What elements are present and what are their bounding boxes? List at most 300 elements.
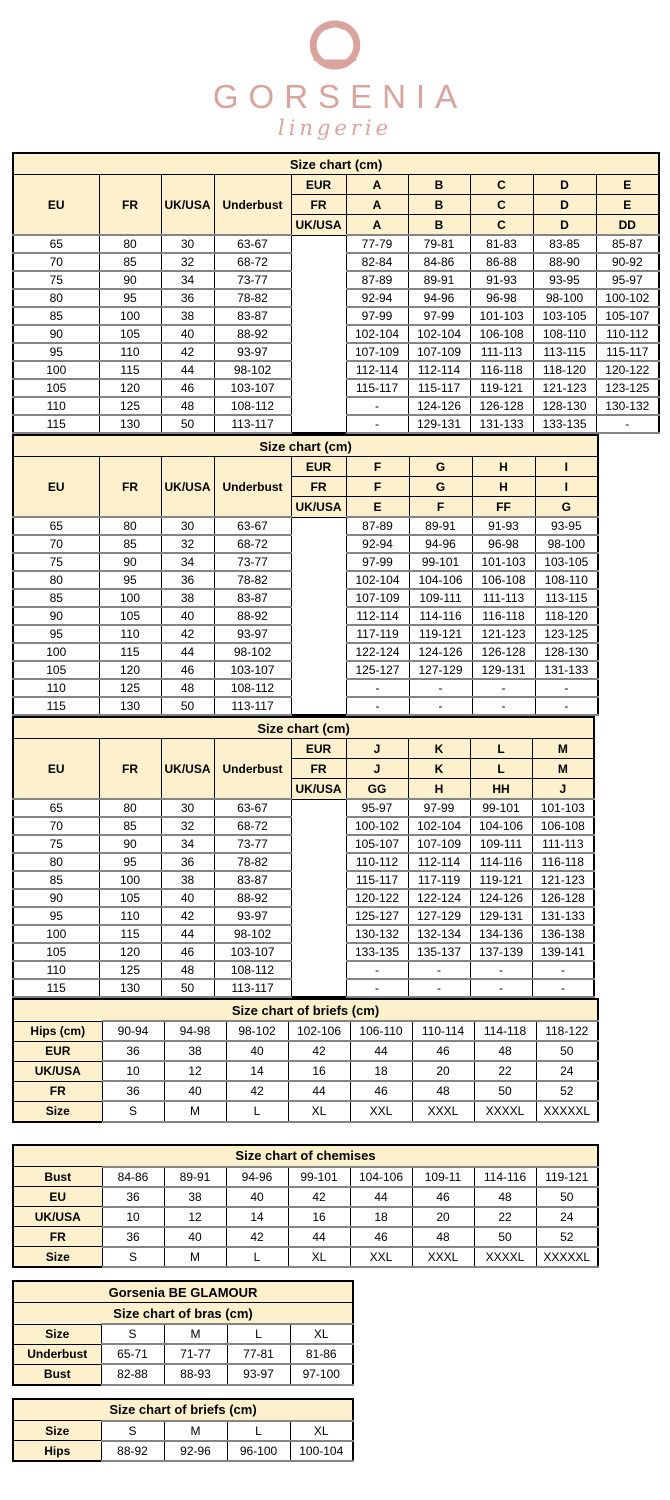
- size-cell: 48: [161, 961, 214, 979]
- size-cell: 44: [350, 1041, 412, 1061]
- cup-size-header: G: [409, 457, 472, 477]
- bust-range-cell: -: [470, 979, 532, 997]
- cup-system-label: EUR: [291, 457, 346, 477]
- cup-size-header: F: [346, 457, 409, 477]
- size-cell: 34: [161, 271, 214, 289]
- size-cell: 48: [474, 1041, 536, 1061]
- bust-range-cell: 104-106: [409, 571, 472, 589]
- bust-range-cell: 79-81: [408, 235, 470, 253]
- size-cell: 88-92: [214, 325, 291, 343]
- size-cell: 109-11: [412, 1167, 474, 1187]
- bust-range-cell: 131-133: [532, 907, 594, 925]
- size-cell: 65: [13, 517, 99, 535]
- bust-range-cell: 98-100: [535, 535, 598, 553]
- size-cell: 46: [412, 1187, 474, 1207]
- table-title: Gorsenia BE GLAMOUR: [13, 1281, 353, 1303]
- bust-range-cell: 119-121: [470, 379, 533, 397]
- bust-range-cell: 126-128: [470, 397, 533, 415]
- cup-size-header: DD: [596, 215, 659, 236]
- size-cell: 103-107: [214, 661, 291, 679]
- spacer-cell: [291, 889, 346, 907]
- be-glamour-briefs: [12, 1398, 354, 1463]
- size-cell: 63-67: [214, 799, 291, 817]
- bust-range-cell: 114-116: [470, 853, 532, 871]
- size-cell: 120: [99, 379, 161, 397]
- size-cell: 48: [412, 1081, 474, 1101]
- cup-size-header: I: [535, 457, 598, 477]
- bust-range-cell: 77-79: [346, 235, 408, 253]
- size-cell: 22: [474, 1207, 536, 1227]
- bust-range-cell: 106-108: [470, 325, 533, 343]
- cup-size-header: F: [409, 497, 472, 518]
- size-cell: 93-97: [214, 625, 291, 643]
- size-cell: 44: [288, 1227, 350, 1247]
- size-chart-briefs: [12, 998, 599, 1123]
- size-cell: 44: [161, 361, 214, 379]
- size-cell: 18: [350, 1207, 412, 1227]
- size-cell: 32: [161, 817, 214, 835]
- bust-range-cell: 97-99: [346, 553, 409, 571]
- size-cell: 93-97: [227, 1364, 290, 1385]
- size-cell: 108-112: [214, 679, 291, 697]
- size-cell: 83-87: [214, 871, 291, 889]
- size-cell: 48: [412, 1227, 474, 1247]
- size-cell: 20: [412, 1061, 474, 1081]
- size-cell: S: [101, 1324, 164, 1344]
- bust-range-cell: 105-107: [346, 835, 408, 853]
- size-cell: 113-117: [214, 979, 291, 997]
- size-cell: 118-122: [536, 1021, 598, 1041]
- spacer-cell: [291, 307, 346, 325]
- size-cell: 50: [536, 1187, 598, 1207]
- size-cell: 65: [13, 799, 99, 817]
- cup-system-label: EUR: [291, 739, 346, 759]
- cup-size-header: L: [470, 759, 532, 779]
- bust-range-cell: -: [535, 697, 598, 715]
- bust-range-cell: -: [472, 679, 535, 697]
- size-cell: 46: [350, 1227, 412, 1247]
- size-cell: 115: [99, 643, 161, 661]
- bust-range-cell: 96-98: [472, 535, 535, 553]
- bust-range-cell: 91-93: [472, 517, 535, 535]
- size-cell: 125: [99, 397, 161, 415]
- size-cell: 34: [161, 835, 214, 853]
- size-cell: 114-116: [474, 1167, 536, 1187]
- size-cell: 102-106: [288, 1021, 350, 1041]
- cup-size-header: G: [409, 477, 472, 497]
- spacer-cell: [291, 979, 346, 997]
- size-cell: 82-88: [101, 1364, 164, 1385]
- bust-range-cell: 95-97: [346, 799, 408, 817]
- bust-range-cell: 126-128: [532, 889, 594, 907]
- cup-size-header: A: [346, 215, 408, 236]
- cup-size-header: E: [596, 195, 659, 215]
- row-header: EU: [13, 1187, 102, 1207]
- size-cell: 98-102: [214, 361, 291, 379]
- bust-range-cell: 114-116: [409, 607, 472, 625]
- bust-range-cell: 121-123: [533, 379, 596, 397]
- size-cell: 78-82: [214, 571, 291, 589]
- size-cell: 110: [13, 397, 99, 415]
- size-cell: 95: [99, 289, 161, 307]
- bust-range-cell: 84-86: [408, 253, 470, 271]
- size-cell: 75: [13, 271, 99, 289]
- bust-range-cell: 89-91: [409, 517, 472, 535]
- bust-range-cell: 129-131: [408, 415, 470, 433]
- size-cell: 24: [536, 1207, 598, 1227]
- bust-range-cell: 91-93: [470, 271, 533, 289]
- bust-range-cell: 112-114: [408, 361, 470, 379]
- size-cell: 75: [13, 553, 99, 571]
- table-title: Size chart of chemises: [13, 1145, 598, 1167]
- spacer-cell: [291, 925, 346, 943]
- size-cell: L: [227, 1324, 290, 1344]
- size-cell: 14: [226, 1207, 288, 1227]
- cup-size-header: D: [533, 175, 596, 195]
- size-cell: 100: [13, 361, 99, 379]
- size-cell: 42: [288, 1041, 350, 1061]
- col-header: Underbust: [214, 457, 291, 518]
- size-cell: 93-97: [214, 343, 291, 361]
- bust-range-cell: -: [409, 679, 472, 697]
- bust-range-cell: 134-136: [470, 925, 532, 943]
- brand-name: GORSENIA: [212, 78, 468, 115]
- size-cell: 130: [99, 979, 161, 997]
- bust-range-cell: 115-117: [596, 343, 659, 361]
- size-cell: XL: [288, 1247, 350, 1268]
- spacer-cell: [291, 553, 346, 571]
- bust-range-cell: 108-110: [533, 325, 596, 343]
- bust-range-cell: 132-134: [408, 925, 470, 943]
- cup-size-header: B: [408, 215, 470, 236]
- size-cell: 95: [99, 571, 161, 589]
- size-cell: 95: [13, 907, 99, 925]
- spacer-cell: [291, 589, 346, 607]
- size-cell: 42: [161, 907, 214, 925]
- size-cell: M: [164, 1101, 226, 1122]
- size-cell: 78-82: [214, 289, 291, 307]
- bust-range-cell: 101-103: [472, 553, 535, 571]
- size-cell: 63-67: [214, 517, 291, 535]
- row-header: EUR: [13, 1041, 102, 1061]
- bust-range-cell: 130-132: [596, 397, 659, 415]
- size-cell: 44: [350, 1187, 412, 1207]
- size-cell: 12: [164, 1207, 226, 1227]
- size-cell: 36: [102, 1041, 164, 1061]
- size-cell: 85: [13, 589, 99, 607]
- size-cell: XL: [288, 1101, 350, 1122]
- bust-range-cell: 112-114: [346, 607, 409, 625]
- bust-range-cell: 139-141: [532, 943, 594, 961]
- bust-range-cell: 127-129: [408, 907, 470, 925]
- bust-range-cell: 107-109: [408, 343, 470, 361]
- col-header: FR: [99, 457, 161, 518]
- bust-range-cell: 111-113: [532, 835, 594, 853]
- bust-range-cell: -: [346, 415, 408, 433]
- size-chart-bras-j-m: [12, 716, 595, 998]
- size-cell: 42: [226, 1081, 288, 1101]
- size-cell: 50: [161, 415, 214, 433]
- size-cell: 42: [226, 1227, 288, 1247]
- spacer-cell: [291, 607, 346, 625]
- size-charts-container: [12, 152, 670, 1462]
- size-cell: 88-92: [214, 607, 291, 625]
- row-header: FR: [13, 1227, 102, 1247]
- bust-range-cell: 127-129: [409, 661, 472, 679]
- row-header: Size: [13, 1421, 101, 1441]
- bust-range-cell: 109-111: [470, 835, 532, 853]
- bust-range-cell: 87-89: [346, 271, 408, 289]
- cup-size-header: D: [533, 215, 596, 236]
- size-cell: 83-87: [214, 307, 291, 325]
- size-cell: L: [227, 1421, 290, 1441]
- size-cell: 36: [102, 1187, 164, 1207]
- bust-range-cell: -: [472, 697, 535, 715]
- spacer-cell: [291, 943, 346, 961]
- spacer-cell: [291, 571, 346, 589]
- size-cell: 30: [161, 517, 214, 535]
- cup-size-header: J: [346, 759, 408, 779]
- bust-range-cell: 105-107: [596, 307, 659, 325]
- size-cell: 108-112: [214, 397, 291, 415]
- size-cell: 92-96: [164, 1441, 227, 1462]
- size-cell: 104-106: [350, 1167, 412, 1187]
- spacer-cell: [291, 289, 346, 307]
- spacer-cell: [291, 343, 346, 361]
- size-cell: 94-98: [164, 1021, 226, 1041]
- size-cell: L: [226, 1101, 288, 1122]
- spacer-cell: [291, 853, 346, 871]
- size-cell: 80: [13, 853, 99, 871]
- size-cell: 105: [13, 661, 99, 679]
- cup-size-header: H: [408, 779, 470, 800]
- size-cell: 100: [13, 643, 99, 661]
- size-cell: 32: [161, 253, 214, 271]
- size-cell: 110-114: [412, 1021, 474, 1041]
- bust-range-cell: 128-130: [533, 397, 596, 415]
- bust-range-cell: 93-95: [533, 271, 596, 289]
- bust-range-cell: 110-112: [346, 853, 408, 871]
- size-cell: 100: [99, 307, 161, 325]
- size-cell: 113-117: [214, 415, 291, 433]
- size-cell: 120: [99, 661, 161, 679]
- size-cell: 88-92: [101, 1441, 164, 1462]
- size-cell: 38: [161, 589, 214, 607]
- spacer-cell: [291, 643, 346, 661]
- bust-range-cell: 90-92: [596, 253, 659, 271]
- size-cell: 85: [99, 817, 161, 835]
- cup-system-label: FR: [291, 477, 346, 497]
- size-cell: 130: [99, 697, 161, 715]
- size-cell: 40: [161, 889, 214, 907]
- col-header: FR: [99, 739, 161, 800]
- size-cell: 50: [536, 1041, 598, 1061]
- spacer-cell: [291, 379, 346, 397]
- size-cell: 46: [161, 943, 214, 961]
- size-cell: 93-97: [214, 907, 291, 925]
- size-cell: 71-77: [164, 1344, 227, 1364]
- col-header: Underbust: [214, 739, 291, 800]
- size-cell: 78-82: [214, 853, 291, 871]
- spacer-cell: [291, 871, 346, 889]
- col-header: UK/USA: [161, 739, 214, 800]
- bust-range-cell: 107-109: [408, 835, 470, 853]
- size-cell: 100: [99, 589, 161, 607]
- bust-range-cell: 125-127: [346, 661, 409, 679]
- size-cell: 46: [412, 1041, 474, 1061]
- bust-range-cell: 123-125: [596, 379, 659, 397]
- bust-range-cell: 104-106: [470, 817, 532, 835]
- bust-range-cell: 122-124: [408, 889, 470, 907]
- size-cell: 22: [474, 1061, 536, 1081]
- bust-range-cell: 92-94: [346, 535, 409, 553]
- bust-range-cell: -: [409, 697, 472, 715]
- spacer-cell: [291, 271, 346, 289]
- col-header: Underbust: [214, 175, 291, 236]
- bust-range-cell: -: [596, 415, 659, 433]
- size-cell: 38: [161, 307, 214, 325]
- bust-range-cell: 124-126: [470, 889, 532, 907]
- size-cell: XXL: [350, 1247, 412, 1268]
- size-cell: XL: [290, 1421, 353, 1441]
- size-cell: 90: [99, 271, 161, 289]
- size-cell: XXXXXL: [536, 1101, 598, 1122]
- bust-range-cell: 116-118: [470, 361, 533, 379]
- bust-range-cell: 123-125: [535, 625, 598, 643]
- cup-size-header: C: [470, 195, 533, 215]
- size-cell: 119-121: [536, 1167, 598, 1187]
- gg-monogram-icon: [287, 14, 383, 78]
- size-cell: 52: [536, 1081, 598, 1101]
- size-cell: 105: [99, 607, 161, 625]
- size-cell: 73-77: [214, 553, 291, 571]
- table-title: Size chart of briefs (cm): [13, 999, 598, 1021]
- bust-range-cell: 128-130: [535, 643, 598, 661]
- bust-range-cell: 108-110: [535, 571, 598, 589]
- row-header: Underbust: [13, 1344, 101, 1364]
- size-cell: S: [102, 1247, 164, 1268]
- size-cell: S: [102, 1101, 164, 1122]
- spacer-cell: [291, 235, 346, 253]
- size-cell: 80: [99, 799, 161, 817]
- bust-range-cell: 115-117: [346, 871, 408, 889]
- size-cell: 90-94: [102, 1021, 164, 1041]
- bust-range-cell: 99-101: [409, 553, 472, 571]
- size-cell: 98-102: [214, 643, 291, 661]
- table-title: Size chart (cm): [13, 153, 659, 175]
- size-cell: M: [164, 1421, 227, 1441]
- size-cell: 36: [161, 571, 214, 589]
- size-cell: 95: [99, 853, 161, 871]
- size-cell: 80: [13, 289, 99, 307]
- spacer-cell: [291, 679, 346, 697]
- cup-size-header: K: [408, 739, 470, 759]
- col-header: FR: [99, 175, 161, 236]
- bust-range-cell: 107-109: [346, 589, 409, 607]
- cup-size-header: A: [346, 175, 408, 195]
- size-cell: XL: [290, 1324, 353, 1344]
- cup-size-header: H: [472, 477, 535, 497]
- brand-tagline: lingerie: [277, 115, 392, 140]
- bust-range-cell: 120-122: [346, 889, 408, 907]
- size-cell: XXXL: [412, 1101, 474, 1122]
- size-cell: 85: [13, 871, 99, 889]
- bust-range-cell: 117-119: [408, 871, 470, 889]
- bust-range-cell: -: [532, 979, 594, 997]
- size-cell: 95: [13, 625, 99, 643]
- size-cell: 40: [226, 1187, 288, 1207]
- row-header: Bust: [13, 1167, 102, 1187]
- table-title: Size chart (cm): [13, 717, 594, 739]
- size-cell: 90: [99, 553, 161, 571]
- size-cell: 130: [99, 415, 161, 433]
- size-cell: 16: [288, 1207, 350, 1227]
- bust-range-cell: 121-123: [472, 625, 535, 643]
- bust-range-cell: 86-88: [470, 253, 533, 271]
- size-cell: 38: [164, 1187, 226, 1207]
- cup-size-header: C: [470, 215, 533, 236]
- size-cell: 50: [161, 697, 214, 715]
- size-cell: 36: [102, 1227, 164, 1247]
- bust-range-cell: 130-132: [346, 925, 408, 943]
- size-cell: 85: [99, 253, 161, 271]
- bust-range-cell: 98-100: [533, 289, 596, 307]
- size-cell: 40: [161, 607, 214, 625]
- cup-size-header: I: [535, 477, 598, 497]
- size-cell: 105: [13, 943, 99, 961]
- cup-size-header: D: [533, 195, 596, 215]
- be-glamour-bras: [12, 1280, 354, 1386]
- cup-size-header: B: [408, 195, 470, 215]
- cup-system-label: UK/USA: [291, 215, 346, 236]
- size-cell: M: [164, 1247, 226, 1268]
- size-cell: 44: [161, 925, 214, 943]
- size-cell: 44: [288, 1081, 350, 1101]
- size-cell: 90: [13, 325, 99, 343]
- bust-range-cell: 85-87: [596, 235, 659, 253]
- row-header: Hips (cm): [13, 1021, 102, 1041]
- size-cell: 46: [161, 379, 214, 397]
- size-cell: S: [101, 1421, 164, 1441]
- size-cell: 115: [13, 697, 99, 715]
- size-cell: 73-77: [214, 835, 291, 853]
- cup-size-header: M: [532, 759, 594, 779]
- table-gap: [12, 1123, 670, 1144]
- size-cell: 10: [102, 1061, 164, 1081]
- bust-range-cell: 97-99: [408, 799, 470, 817]
- row-header: UK/USA: [13, 1207, 102, 1227]
- cup-system-label: FR: [291, 759, 346, 779]
- bust-range-cell: 94-96: [408, 289, 470, 307]
- bust-range-cell: 113-115: [535, 589, 598, 607]
- size-cell: 106-110: [350, 1021, 412, 1041]
- bust-range-cell: -: [346, 397, 408, 415]
- size-cell: 12: [164, 1061, 226, 1081]
- size-cell: 30: [161, 235, 214, 253]
- bust-range-cell: 111-113: [470, 343, 533, 361]
- bust-range-cell: 87-89: [346, 517, 409, 535]
- size-cell: XXXXL: [474, 1247, 536, 1268]
- spacer-cell: [291, 361, 346, 379]
- size-cell: 36: [102, 1081, 164, 1101]
- size-cell: 103-107: [214, 943, 291, 961]
- row-header: Bust: [13, 1364, 101, 1385]
- size-cell: 34: [161, 553, 214, 571]
- bust-range-cell: 111-113: [472, 589, 535, 607]
- bust-range-cell: 118-120: [533, 361, 596, 379]
- bust-range-cell: 119-121: [470, 871, 532, 889]
- bust-range-cell: 116-118: [532, 853, 594, 871]
